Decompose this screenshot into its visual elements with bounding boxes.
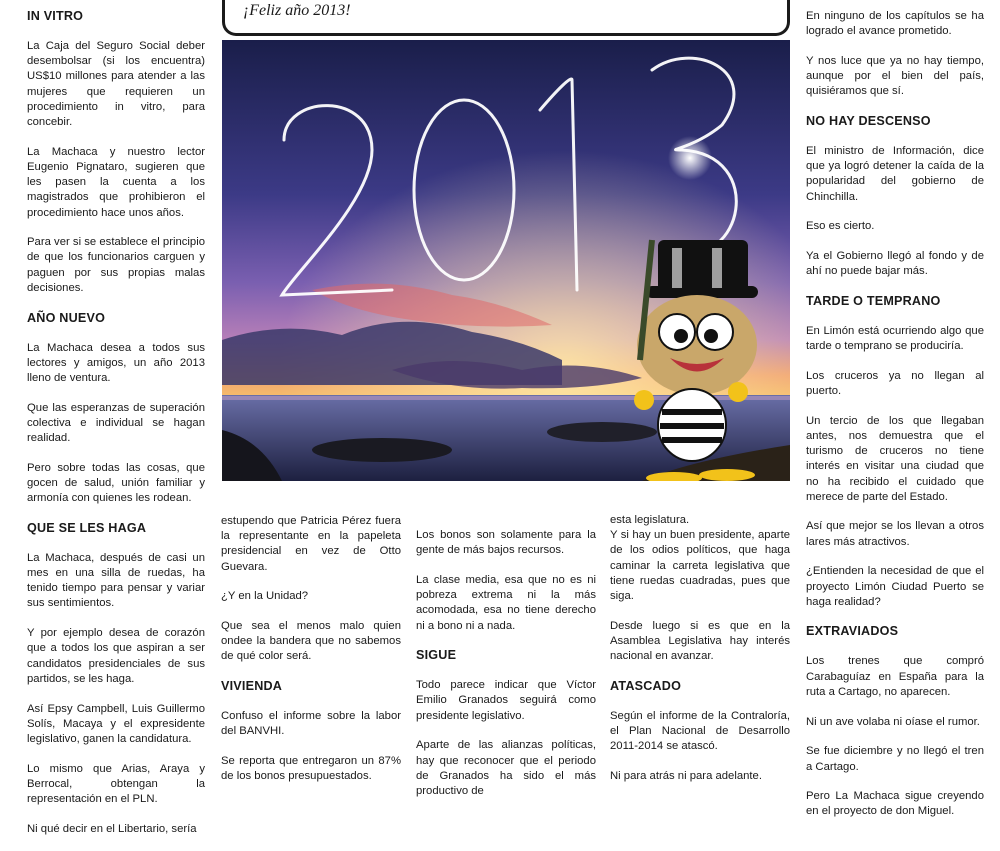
paragraph: La Caja del Seguro Social deber desembolsar (si los encuentra) US$10 millones para atender a las mujeres que requieren un procedimiento in vitro, para concebir. xyxy=(27,40,205,129)
paragraph: Pero La Machaca sigue creyendo en el proyecto de don Miguel. xyxy=(806,790,984,818)
photo-caption: ¡Feliz año 2013! xyxy=(243,2,351,19)
paragraph: Ni un ave volaba ni oíase el rumor. xyxy=(806,715,980,728)
sunset-beach-photo xyxy=(222,40,790,481)
column-right xyxy=(806,9,984,834)
heading-ano-nuevo: AÑO NUEVO xyxy=(27,310,106,325)
feature-photo xyxy=(222,0,790,481)
paragraph: La clase media, esa que no es ni pobreza extrema ni la más acomodada, esa no tiene derecho ni a bono ni a nada. xyxy=(416,573,596,632)
paragraph: La Machaca y nuestro lector Eugenio Pignataro, sugieren que les pasen la cuenta a los magistrados que prohibieron el procedimiento hace unos años. xyxy=(27,145,205,219)
paragraph: Que las esperanzas de superación colectiva e individual se hagan realidad. xyxy=(27,401,205,445)
paragraph: ¿Y en la Unidad? xyxy=(221,590,309,603)
paragraph: Eso es cierto. xyxy=(806,220,875,233)
paragraph: Ni para atrás ni para adelante. xyxy=(610,769,762,782)
heading-vivienda: VIVIENDA xyxy=(221,679,283,694)
paragraph: Y nos luce que ya no hay tiempo, aunque por el bien del país, quisiéramos que sí. xyxy=(806,54,984,98)
column-center-2 xyxy=(416,528,596,814)
caption-box xyxy=(222,0,790,36)
paragraph: En Limón está ocurriendo algo que tarde o temprano se produciría. xyxy=(806,324,984,353)
column-left xyxy=(27,9,205,851)
paragraph: Todo parece indicar que Víctor Emilio Granados seguirá como presidente legislativo. xyxy=(416,679,596,722)
heading-sigue: SIGUE xyxy=(416,648,457,663)
paragraph: Confuso el informe sobre la labor del BANVHI. xyxy=(221,710,401,738)
paragraph: Se fue diciembre y no llegó el tren a Cartago. xyxy=(806,745,984,773)
paragraph: Un tercio de los que llegaban antes, nos demuestra que el turismo de cruceros no tiene interés en visitar una ciudad que no ha recibido el cuidado que merece de parte del Estado. xyxy=(806,414,984,503)
column-center-3 xyxy=(610,513,790,799)
paragraph: Los cruceros ya no llegan al puerto. xyxy=(806,369,984,398)
paragraph: Aparte de las alianzas políticas, hay que reconocer que el periodo de Granados ha sido el más productivo de xyxy=(416,739,596,797)
heading-tarde-o-temprano: TARDE O TEMPRANO xyxy=(806,293,941,308)
heading-atascado: ATASCADO xyxy=(610,678,682,693)
paragraph: estupendo que Patricia Pérez fuera la representante en la papeleta presidencial en vez de Otto Guevara. xyxy=(221,515,401,573)
paragraph: La Machaca desea a todos sus lectores y amigos, un año 2013 lleno de ventura. xyxy=(27,341,205,384)
paragraph: Ya el Gobierno llegó al fondo y de ahí no puede bajar más. xyxy=(806,250,984,278)
paragraph: Que sea el menos malo quien ondee la bandera que no sabemos de qué color será. xyxy=(221,620,401,663)
paragraph: El ministro de Información, dice que ya logró detener la caída de la popularidad del gobierno de Chinchilla. xyxy=(806,145,984,203)
paragraph: Y si hay un buen presidente, aparte de los odios políticos, que haga caminar la carreta legislativa que tiene ruedas cuadradas, pues que siga. xyxy=(610,529,790,603)
paragraph: Para ver si se establece el principio de que los funcionarios carguen y paguen por sus propias malas decisiones. xyxy=(27,236,205,294)
paragraph: Los trenes que compró Carabaguíaz en España para la ruta a Cartago, no aparecen. xyxy=(806,655,984,698)
paragraph: Así que mejor se los llevan a otros lares más atractivos. xyxy=(806,520,984,548)
heading-extraviados: EXTRAVIADOS xyxy=(806,624,899,639)
column-center-1 xyxy=(221,514,401,799)
paragraph: En ninguno de los capítulos se ha logrado el avance prometido. xyxy=(806,10,984,38)
paragraph: Se reporta que entregaron un 87% de los bonos presupuestados. xyxy=(221,755,401,783)
paragraph: esta legislatura. xyxy=(610,514,690,526)
paragraph: La Machaca, después de casi un mes en una silla de ruedas, ha tenido tiempo para pensar y variar sus sentimientos. xyxy=(27,551,205,610)
paragraph: Así Epsy Campbell, Luis Guillermo Solís, Macaya y el expresidente legislativo, ganen la candidatura. xyxy=(27,702,205,745)
heading-no-hay-descenso: NO HAY DESCENSO xyxy=(806,114,931,129)
paragraph: Según el informe de la Contraloría, el Plan Nacional de Desarrollo 2011-2014 se atascó. xyxy=(610,709,790,753)
paragraph: ¿Entienden la necesidad de que el proyecto Limón Ciudad Puerto se haga realidad? xyxy=(806,565,984,608)
paragraph: Desde luego si es que en la Asamblea Legislativa hay interés nacional en avanzar. xyxy=(610,619,790,663)
paragraph: Pero sobre todas las cosas, que gocen de salud, unión familiar y armonía con quienes les rodean. xyxy=(27,461,205,505)
paragraph: Lo mismo que Arias, Araya y Berrocal, obtengan la representación en el PLN. xyxy=(27,762,205,806)
heading-que-se-les-haga: QUE SE LES HAGA xyxy=(27,520,147,535)
heading-in-vitro: IN VITRO xyxy=(27,9,84,23)
paragraph: Y por ejemplo desea de corazón que a todos los que aspiran a ser candidatos presidenciales de sus partidos, se les haga. xyxy=(27,627,205,685)
paragraph: Los bonos son solamente para la gente de más bajos recursos. xyxy=(416,529,596,557)
paragraph: Ni qué decir en el Libertario, sería xyxy=(27,822,197,835)
